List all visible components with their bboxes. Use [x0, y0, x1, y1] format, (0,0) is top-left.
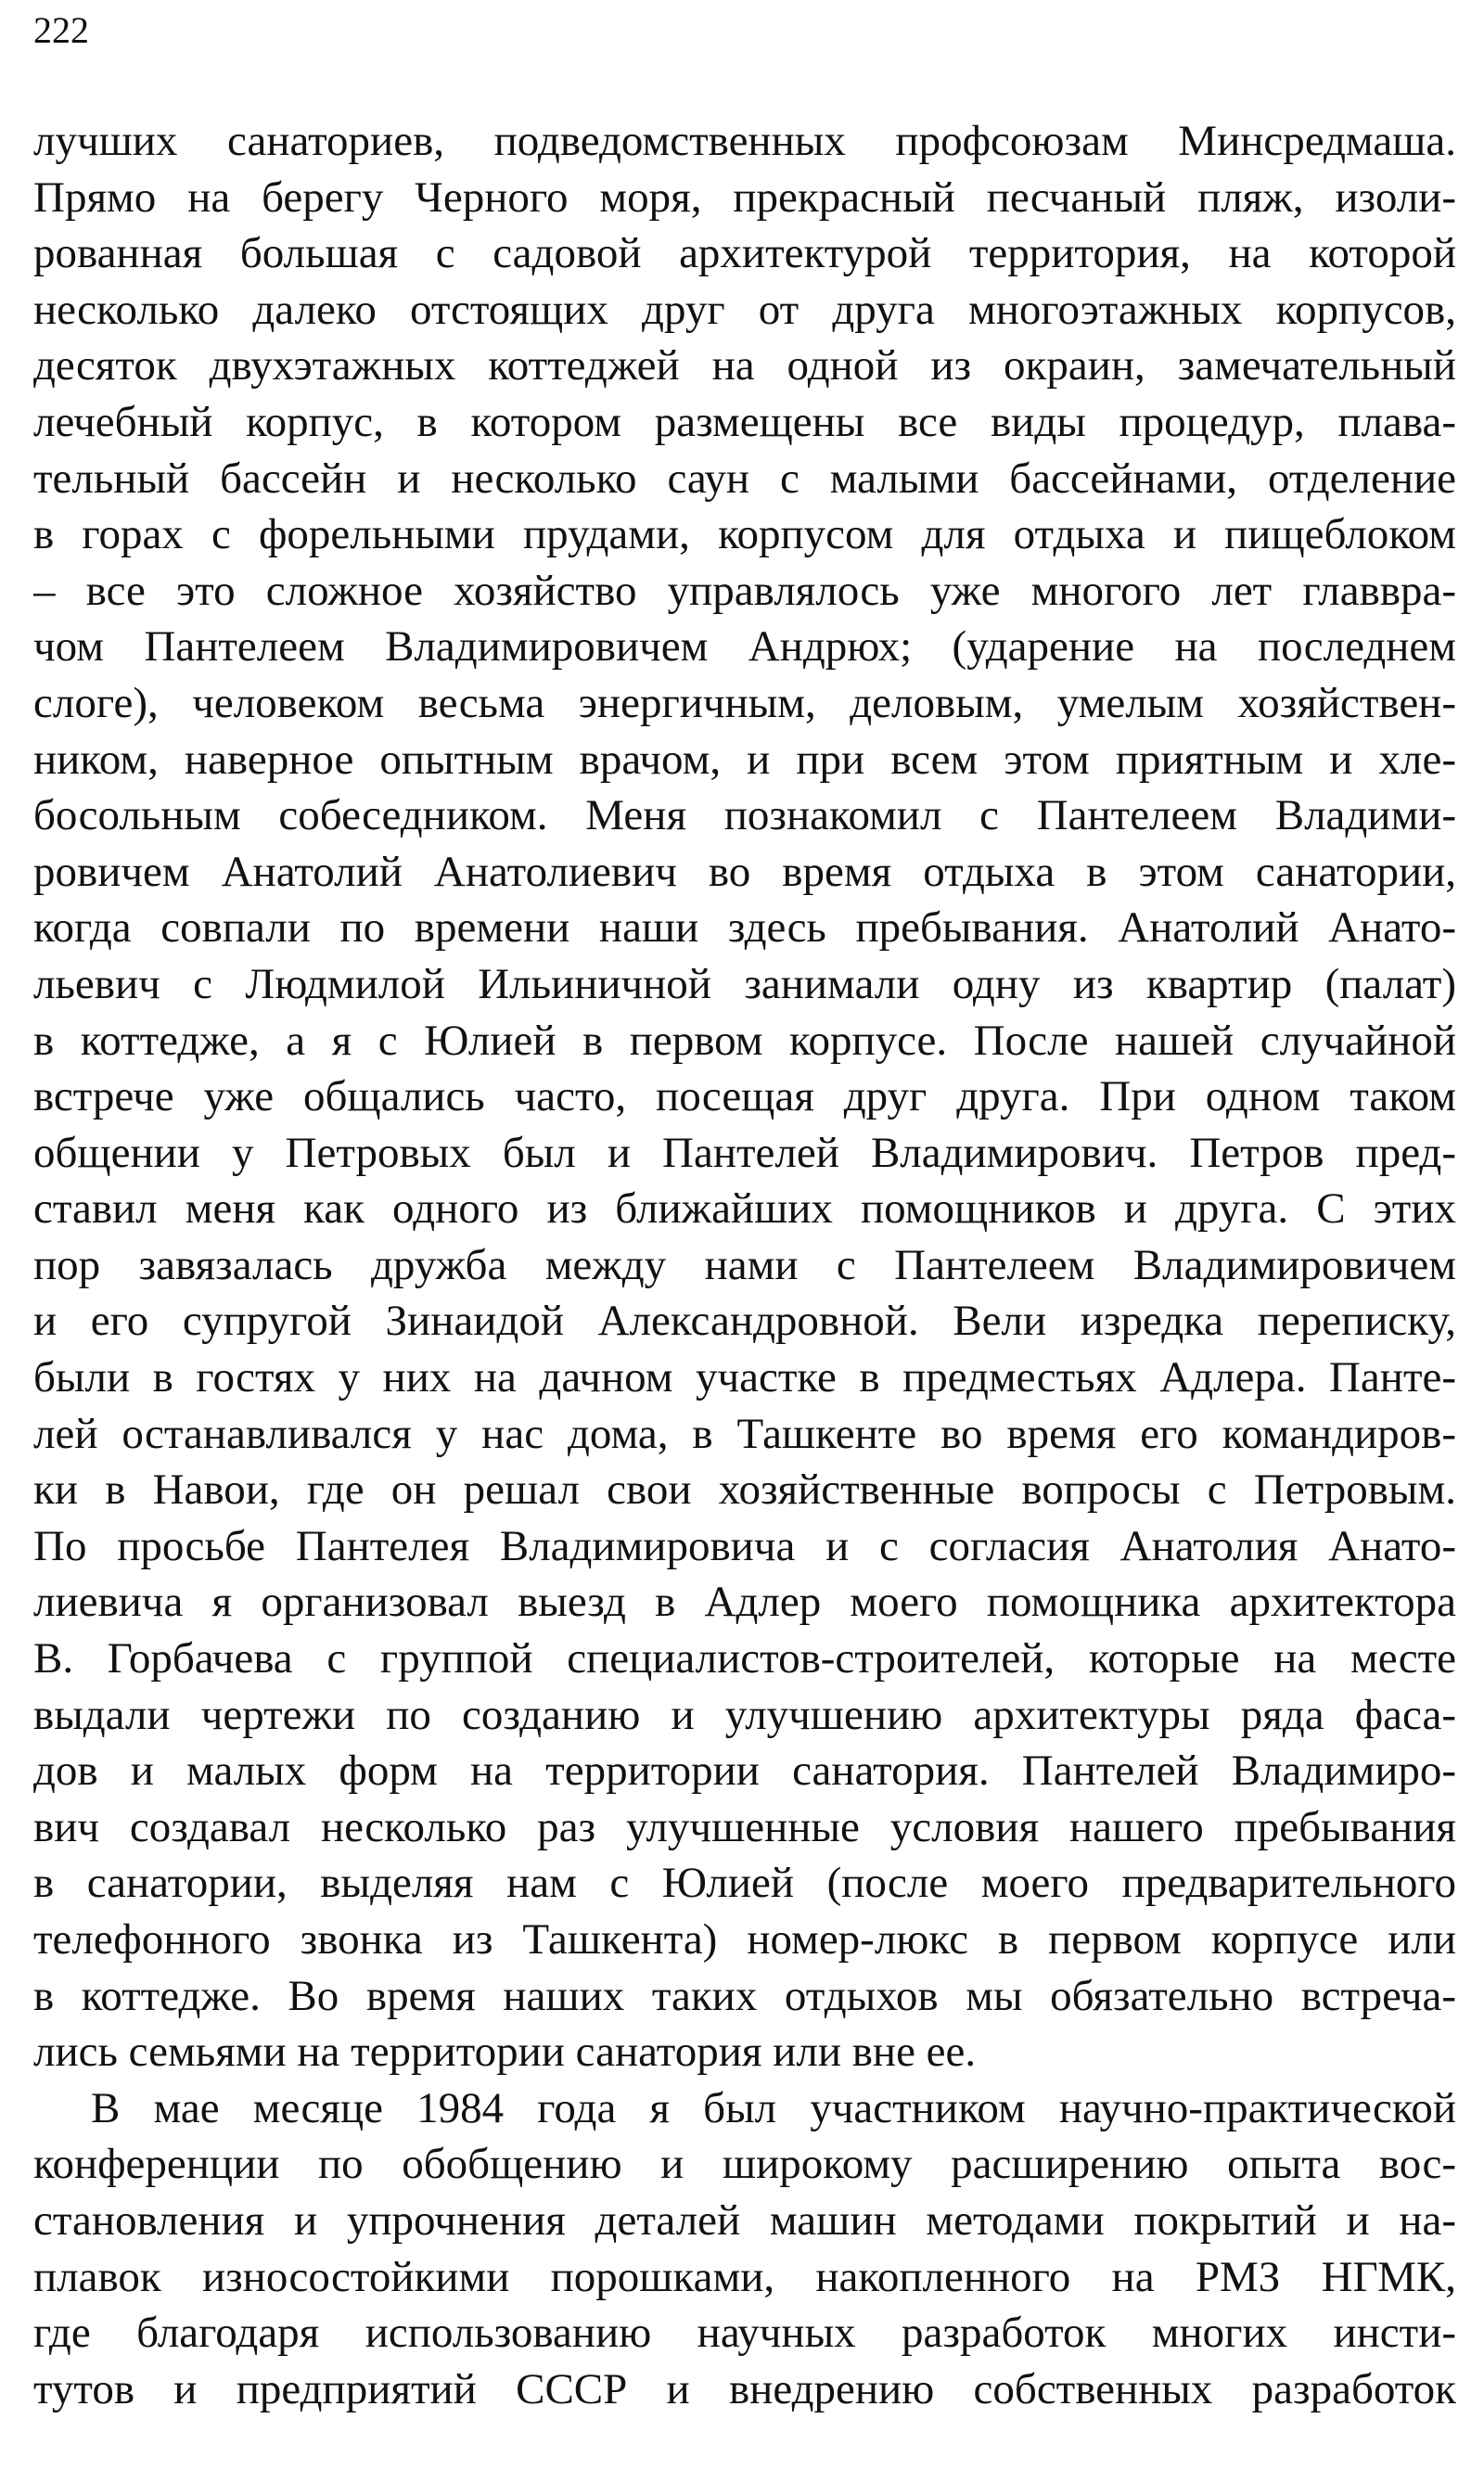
text-line: лей останавливался у нас дома, в Ташкенте во время его командиров- — [33, 1409, 1456, 1458]
text-line: в санатории, выделяя нам с Юлией (после моего предварительного — [33, 1859, 1456, 1908]
text-line: несколько далеко отстоящих друг от друга многоэтажных корпусов, — [33, 285, 1456, 334]
text-line: ровичем Анатолий Анатолиевич во время отдыха в этом санатории, — [33, 847, 1456, 896]
text-line: десяток двухэтажных коттеджей на одной из окраин, замечательный — [33, 341, 1456, 390]
text-line: Прямо на берегу Черного моря, прекрасный песчаный пляж, изоли- — [33, 173, 1456, 222]
text-line: босольным собеседником. Меня познакомил с Пантелеем Владими- — [33, 791, 1456, 840]
text-line: и его супругой Зинаидой Александровной. Вели изредка переписку, — [33, 1297, 1456, 1346]
text-line: где благодаря использованию научных разработок многих инсти- — [33, 2309, 1456, 2358]
page-number: 222 — [33, 9, 89, 51]
text-line: пор завязалась дружба между нами с Пантелеем Владимировичем — [33, 1240, 1456, 1289]
text-line: в коттедже. Во время наших таких отдыхов мы обязательно встреча- — [33, 1971, 1456, 2020]
text-line: встрече уже общались часто, посещая друг друга. При одном таком — [33, 1072, 1456, 1121]
text-line: тельный бассейн и несколько саун с малыми бассейнами, отделение — [33, 454, 1456, 503]
text-line: в коттедже, а я с Юлией в первом корпусе. После нашей случайной — [33, 1016, 1456, 1065]
text-line: когда совпали по времени наши здесь пребывания. Анатолий Анато- — [33, 903, 1456, 953]
text-line: тутов и предприятий СССР и внедрению собственных разработок — [33, 2364, 1456, 2413]
text-line: плавок износостойкими порошками, накопленного на РМЗ НГМК, — [33, 2252, 1456, 2301]
text-line: – все это сложное хозяйство управлялось уже многого лет главвра- — [33, 566, 1456, 615]
body-text — [33, 113, 1456, 2417]
paragraph-last-line: лись семьями на территории санатория или вне ее. — [33, 2028, 977, 2077]
text-line: общении у Петровых был и Пантелей Владимирович. Петров пред- — [33, 1128, 1456, 1177]
text-line: ставил меня как одного из ближайших помощников и друга. С этих — [33, 1184, 1456, 1234]
text-line: телефонного звонка из Ташкента) номер-люкс в первом корпусе или — [33, 1915, 1456, 1964]
text-line: лечебный корпус, в котором размещены все виды процедур, плава- — [33, 397, 1456, 446]
text-line: чом Пантелеем Владимировичем Андрюх; (ударение на последнем — [33, 622, 1456, 672]
text-line: дов и малых форм на территории санатория. Пантелей Владимиро- — [33, 1747, 1456, 1796]
text-line: становления и упрочнения деталей машин методами покрытий и на- — [33, 2195, 1456, 2245]
text-line: были в гостях у них на дачном участке в предместьях Адлера. Панте- — [33, 1353, 1456, 1402]
text-line: рованная большая с садовой архитектурой территория, на которой — [33, 229, 1456, 278]
text-line: лучших санаториев, подведомственных профсоюзам Минсредмаша. — [33, 117, 1456, 165]
text-line: конференции по обобщению и широкому расширению опыта вос- — [33, 2140, 1456, 2189]
text-line: лиевича я организовал выезд в Адлер моего помощника архитектора — [33, 1578, 1456, 1627]
text-line: В. Горбачева с группой специалистов-строителей, которые на месте — [33, 1634, 1456, 1683]
paragraph-first-line: В мае месяце 1984 года я был участником научно-практической — [91, 2083, 1456, 2132]
text-line: По просьбе Пантелея Владимировича и с согласия Анатолия Анато- — [33, 1521, 1456, 1570]
text-line: ником, наверное опытным врачом, и при всем этом приятным и хле- — [33, 735, 1456, 784]
text-line: вич создавал несколько раз улучшенные условия нашего пребывания — [33, 1802, 1456, 1851]
text-line: слоге), человеком весьма энергичным, деловым, умелым хозяйствен- — [33, 678, 1456, 727]
text-line: льевич с Людмилой Ильиничной занимали одну из квартир (палат) — [33, 959, 1456, 1008]
text-line: ки в Навои, где он решал свои хозяйственные вопросы с Петровым. — [33, 1465, 1456, 1515]
text-line: в горах с форельными прудами, корпусом для отдыха и пищеблоком — [33, 510, 1456, 559]
text-line: выдали чертежи по созданию и улучшению архитектуры ряда фаса- — [33, 1690, 1456, 1739]
